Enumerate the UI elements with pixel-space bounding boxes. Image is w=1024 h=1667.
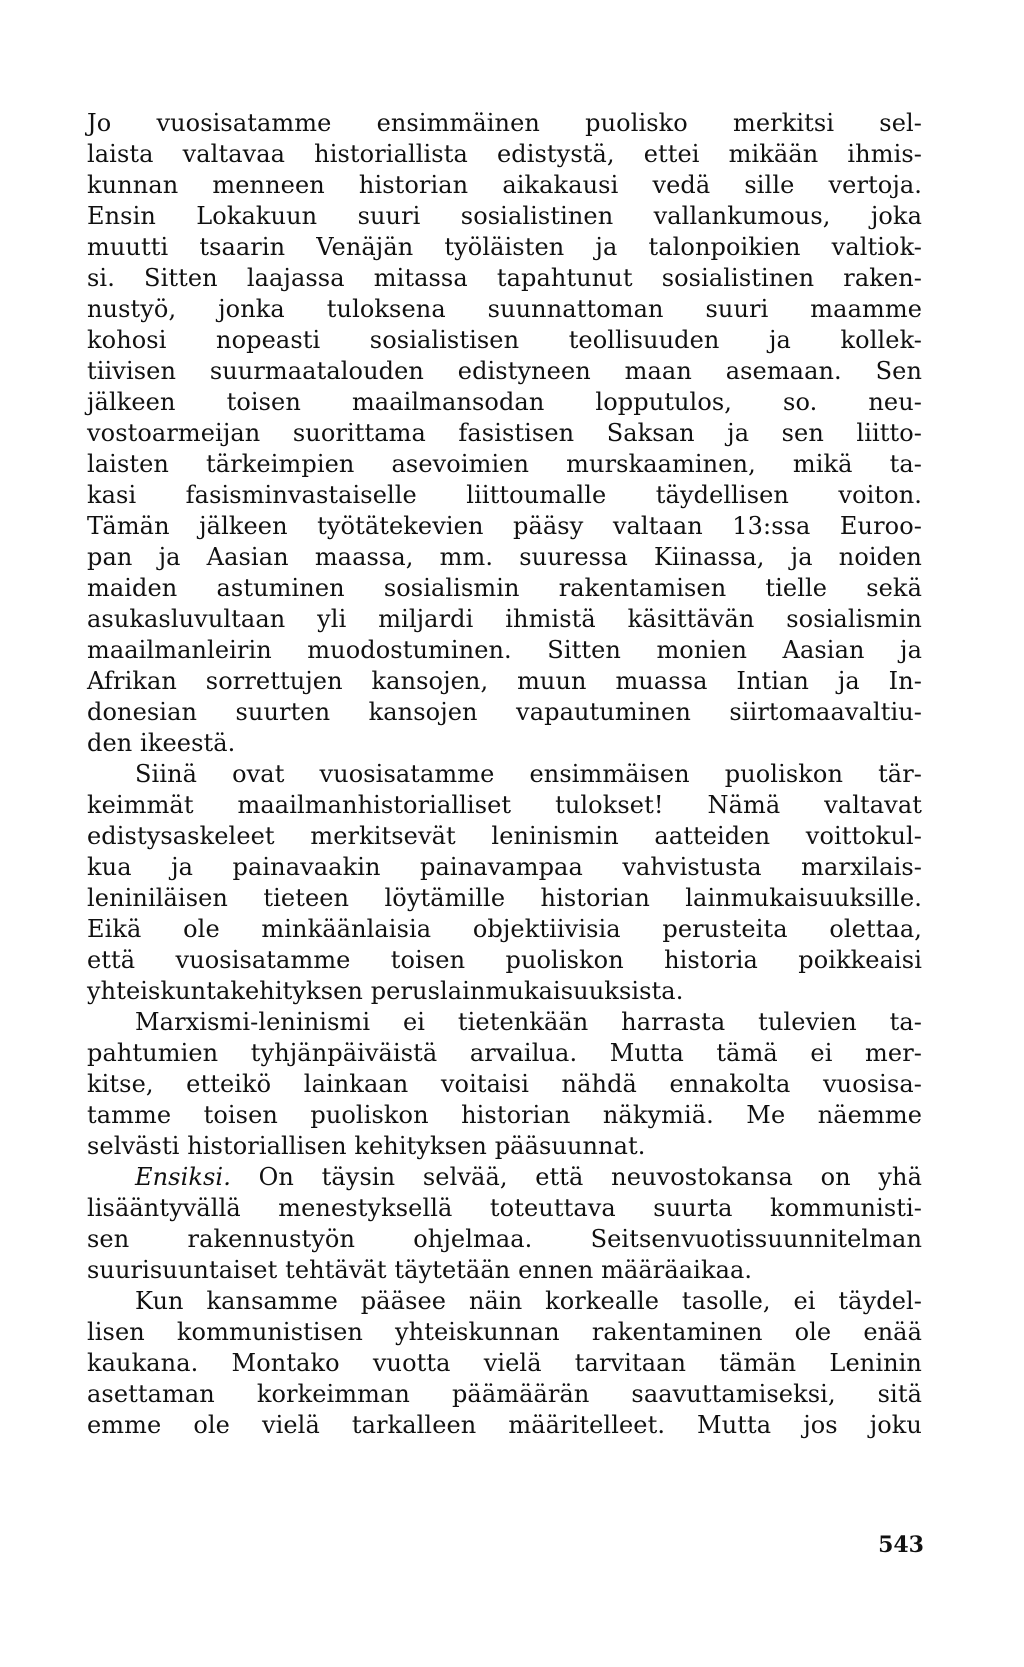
text-line: asukasluvultaan yli miljardi ihmistä käsittävän sosialismin <box>87 605 922 633</box>
text-line: tamme toisen puoliskon historian näkymiä. Me näemme <box>87 1101 922 1129</box>
text-line: maiden astuminen sosialismin rakentamisen tielle sekä <box>87 574 922 602</box>
text-line: Afrikan sorrettujen kansojen, muun muassa Intian ja In- <box>87 667 922 695</box>
text-line: muutti tsaarin Venäjän työläisten ja talonpoikien valtiok- <box>87 233 922 261</box>
text-line: lisen kommunistisen yhteiskunnan rakentaminen ole enää <box>87 1318 922 1346</box>
text-line: Tämän jälkeen työtätekevien pääsy valtaan 13:ssa Euroo- <box>87 512 922 540</box>
text-line: vostoarmeijan suorittama fasistisen Saksan ja sen liitto- <box>87 419 922 447</box>
text-line: Eikä ole minkäänlaisia objektiivisia perusteita olettaa, <box>87 915 922 943</box>
text-line: kitse, etteikö lainkaan voitaisi nähdä ennakolta vuosisa- <box>87 1070 922 1098</box>
text-line: että vuosisatamme toisen puoliskon historia poikkeaisi <box>87 946 922 974</box>
body-text <box>87 108 922 1441</box>
text-line: edistysaskeleet merkitsevät leninismin aatteiden voittokul- <box>87 822 922 850</box>
text-line: maailmanleirin muodostuminen. Sitten monien Aasian ja <box>87 636 922 664</box>
text-line: asettaman korkeimman päämäärän saavuttamiseksi, sitä <box>87 1380 922 1408</box>
text-line: pan ja Aasian maassa, mm. suuressa Kiinassa, ja noiden <box>87 543 922 571</box>
text-line: lisääntyvällä menestyksellä toteuttava suurta kommunisti- <box>87 1194 922 1222</box>
page-number: 543 <box>878 1532 924 1558</box>
text-line: selvästi historiallisen kehityksen pääsuunnat. <box>87 1132 646 1160</box>
text-line: kunnan menneen historian aikakausi vedä sille vertoja. <box>87 171 922 199</box>
text-line: nustyö, jonka tuloksena suunnattoman suuri maamme <box>87 295 922 323</box>
text-line: kua ja painavaakin painavampaa vahvistusta marxilais- <box>87 853 922 881</box>
text-line: tiivisen suurmaatalouden edistyneen maan asemaan. Sen <box>87 357 922 385</box>
text-line: den ikeestä. <box>87 729 236 757</box>
text-line: pahtumien tyhjänpäiväistä arvailua. Mutta tämä ei mer- <box>87 1039 922 1067</box>
text-line: kaukana. Montako vuotta vielä tarvitaan tämän Leninin <box>87 1349 922 1377</box>
text-line: laista valtavaa historiallista edistystä, ettei mikään ihmis- <box>87 140 922 168</box>
text-line: sen rakennustyön ohjelmaa. Seitsenvuotissuunnitelman <box>87 1225 922 1253</box>
text-line: Ensin Lokakuun suuri sosialistinen vallankumous, joka <box>87 202 922 230</box>
text-line: suurisuuntaiset tehtävät täytetään ennen määräaikaa. <box>87 1256 753 1284</box>
text-line: kohosi nopeasti sosialistisen teollisuuden ja kollek- <box>87 326 922 354</box>
text-line <box>87 1162 922 1193</box>
text-line: jälkeen toisen maailmansodan lopputulos, so. neu- <box>87 388 922 416</box>
text-line: Marxismi-leninismi ei tietenkään harrasta tulevien ta- <box>135 1008 922 1036</box>
text-line: kasi fasisminvastaiselle liittoumalle täydellisen voiton. <box>87 481 922 509</box>
text-line-rest: On täysin selvää, että neuvostokansa on yhä <box>258 1163 922 1191</box>
text-line: leniniläisen tieteen löytämille historian lainmukaisuuksille. <box>87 884 922 912</box>
text-line: keimmät maailmanhistorialliset tulokset! Nämä valtavat <box>87 791 922 819</box>
text-line: yhteiskuntakehityksen peruslainmukaisuuksista. <box>87 977 684 1005</box>
italic-lead: Ensiksi. <box>135 1163 231 1191</box>
text-line: Kun kansamme pääsee näin korkealle tasolle, ei täydel- <box>135 1287 922 1315</box>
text-line: emme ole vielä tarkalleen määritelleet. Mutta jos joku <box>87 1411 922 1439</box>
text-line: laisten tärkeimpien asevoimien murskaaminen, mikä ta- <box>87 450 922 478</box>
text-line: donesian suurten kansojen vapautuminen siirtomaavaltiu- <box>87 698 922 726</box>
text-line: Jo vuosisatamme ensimmäinen puolisko merkitsi sel- <box>87 109 922 137</box>
text-line: si. Sitten laajassa mitassa tapahtunut sosialistinen raken- <box>87 264 922 292</box>
text-line: Siinä ovat vuosisatamme ensimmäisen puoliskon tär- <box>135 760 922 788</box>
